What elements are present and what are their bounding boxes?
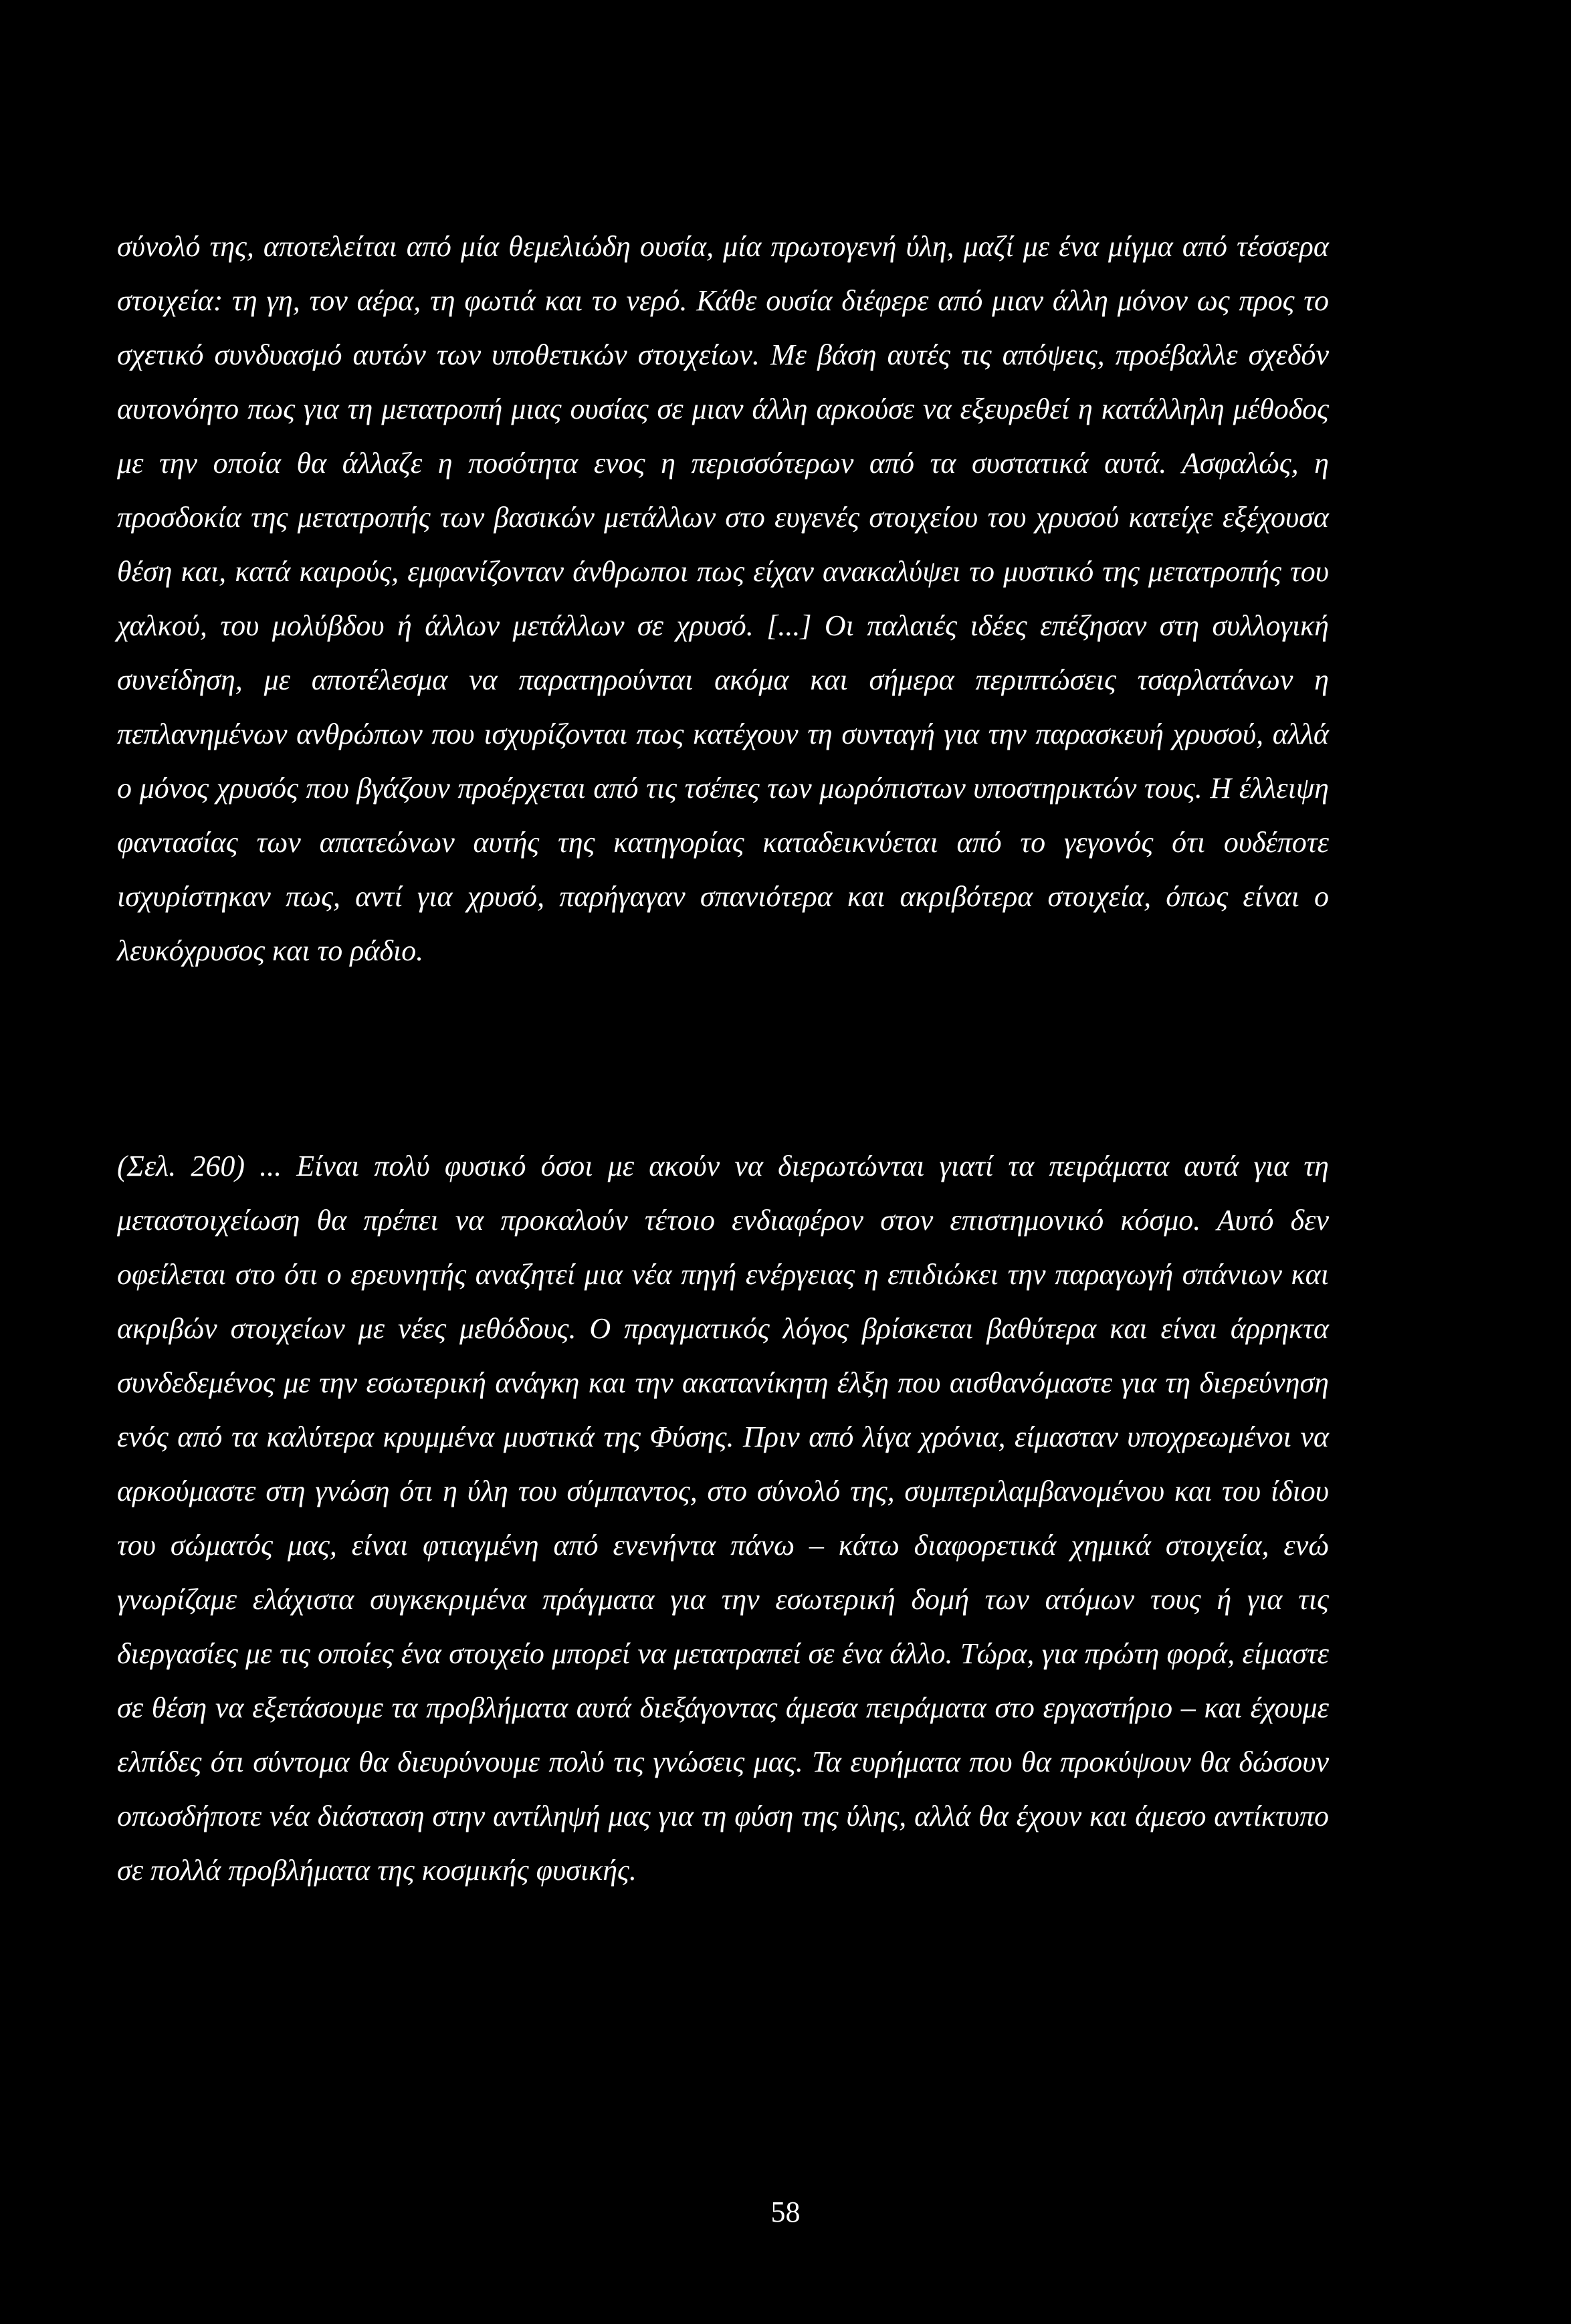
- paragraph-2: (Σελ. 260) ... Είναι πολύ φυσικό όσοι με ακούν να διερωτώνται γιατί τα πειράματα αυτά για τη μεταστοιχείωση θα πρέπει να προκαλούν τέτοιο ενδιαφέρον στον επιστημονικό κόσμο. Αυτό δεν οφείλεται στο ότι ο ερευνητής αναζητεί μια νέα πηγή ενέργειας η επιδιώκει την παραγωγή σπάνιων και ακριβών στοιχείων με νέες μεθόδους. Ο πραγματικός λόγος βρίσκεται βαθύτερα και είναι άρρηκτα συνδεδεμένος με την εσωτερική ανάγκη και την ακατανίκητη έλξη που αισθανόμαστε για τη διερεύνηση ενός από τα καλύτερα κρυμμένα μυστικά της Φύσης. Πριν από λίγα χρόνια, είμασταν υποχρεωμένοι να αρκούμαστε στη γνώση ότι η ύλη του σύμπαντος, στο σύνολό της, συμπεριλαμβανομένου και του ίδιου του σώματός μας, είναι φτιαγμένη από ενενήντα πάνω – κάτω διαφορετικά χημικά στοιχεία, ενώ γνωρίζαμε ελάχιστα συγκεκριμένα πράγματα για την εσωτερική δομή των ατόμων τους ή για τις διεργασίες με τις οποίες ένα στοιχείο μπορεί να μετατραπεί σε ένα άλλο. Τώρα, για πρώτη φορά, είμαστε σε θέση να εξετάσουμε τα προβλήματα αυτά διεξάγοντας άμεσα πειράματα στο εργαστήριο – και έχουμε ελπίδες ότι σύντομα θα διευρύνουμε πολύ τις γνώσεις μας. Τα ευρήματα που θα προκύψουν θα δώσουν οπωσδήποτε νέα διάσταση στην αντίληψή μας για τη φύση της ύλης, αλλά θα έχουν και άμεσο αντίκτυπο σε πολλά προβλήματα της κοσμικής φυσικής.: [117, 1150, 1329, 1887]
- page-number: 58: [770, 2196, 801, 2228]
- paragraph-1: σύνολό της, αποτελείται από μία θεμελιώδη ουσία, μία πρωτογενή ύλη, μαζί με ένα μίγμα από τέσσερα στοιχεία: τη γη, τον αέρα, τη φωτιά και το νερό. Κάθε ουσία διέφερε από μιαν άλλη μόνον ως προς το σχετικό συνδυασμό αυτών των υποθετικών στοιχείων. Με βάση αυτές τις απόψεις, προέβαλλε σχεδόν αυτονόητο πως για τη μετατροπή μιας ουσίας σε μιαν άλλη αρκούσε να εξευρεθεί η κατάλληλη μέθοδος με την οποία θα άλλαζε η ποσότητα ενος η περισσότερων από τα συστατικά αυτά. Ασφαλώς, η προσδοκία της μετατροπής των βασικών μετάλλων στο ευγενές στοιχείου του χρυσού κατείχε εξέχουσα θέση και, κατά καιρούς, εμφανίζονταν άνθρωποι πως είχαν ανακαλύψει το μυστικό της μετατροπής του χαλκού, του μολύβδου ή άλλων μετάλλων σε χρυσό. [...] Οι παλαιές ιδέες επέζησαν στη συλλογική συνείδηση, με αποτέλεσμα να παρατηρούνται ακόμα και σήμερα περιπτώσεις τσαρλατάνων η πεπλανημένων ανθρώπων που ισχυρίζονται πως κατέχουν τη συνταγή για την παρασκευή χρυσού, αλλά ο μόνος χρυσός που βγάζουν προέρχεται από τις τσέπες των μωρόπιστων υποστηρικτών τους. Η έλλειψη φαντασίας των απατεώνων αυτής της κατηγορίας καταδεικνύεται από το γεγονός ότι ουδέποτε ισχυρίστηκαν πως, αντί για χρυσό, παρήγαγαν σπανιότερα και ακριβότερα στοιχεία, όπως είναι ο λευκόχρυσος και το ράδιο.: [117, 230, 1329, 967]
